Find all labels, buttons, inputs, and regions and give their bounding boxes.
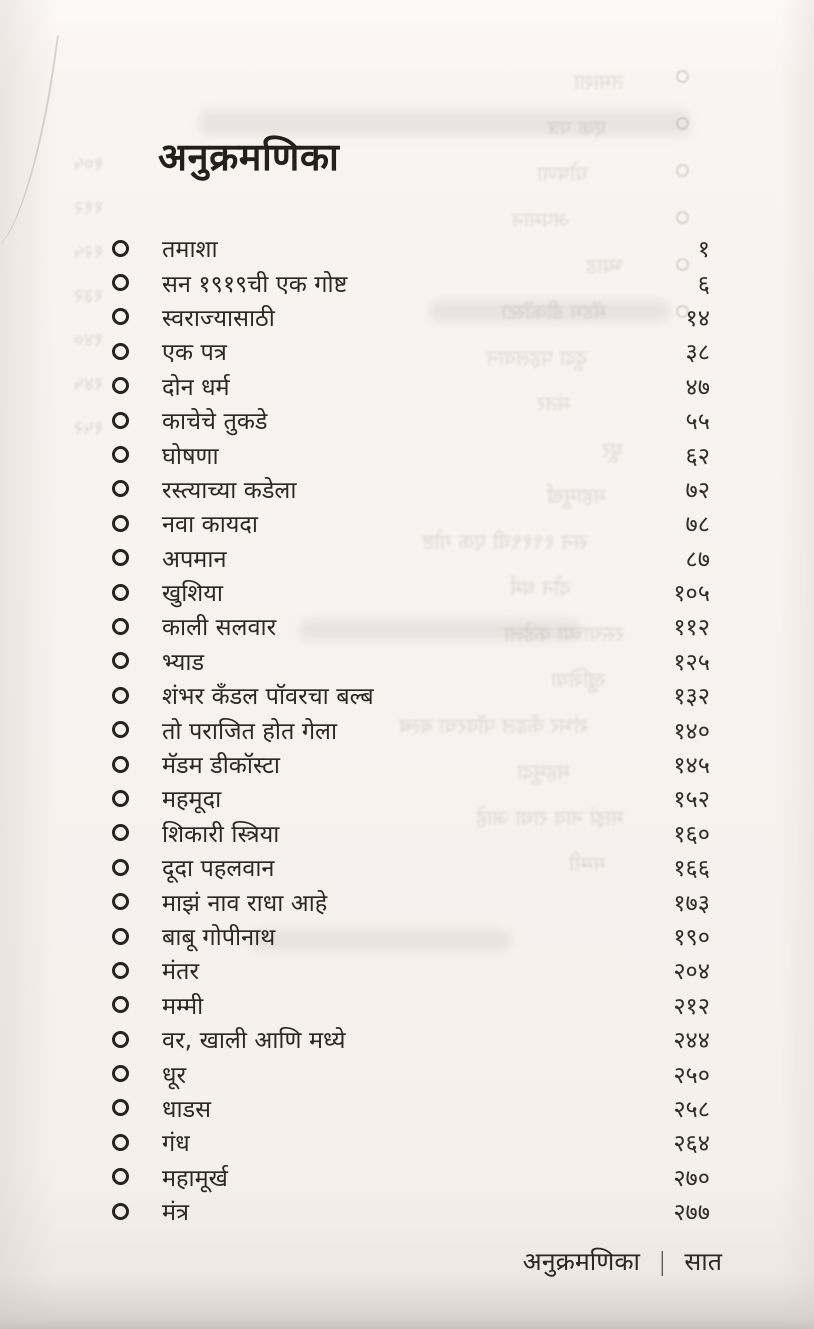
bullet-icon (112, 480, 129, 497)
toc-item-page: २०४ (673, 957, 710, 986)
page-title: अनुक्रमणिका (158, 135, 340, 179)
bullet-icon (112, 618, 129, 635)
toc-item-title: शंभर कँडल पॉवरचा बल्ब (162, 682, 374, 711)
bleedthrough-text: शंभर कँडल पॉवरचा बल्ब (398, 714, 588, 738)
toc-item-page: ६ (697, 269, 710, 298)
toc-item-page: १६० (673, 819, 710, 848)
toc-item-title: सन १९१९ची एक गोष्ट (162, 269, 348, 298)
toc-item-page: ६२ (685, 441, 710, 470)
bleedthrough-text: दूदा पहलवान (487, 346, 588, 370)
toc-item-page: ४७ (685, 372, 710, 401)
toc-row (112, 712, 710, 746)
toc-item-title: नवा कायदा (162, 510, 258, 539)
page-footer (523, 1244, 722, 1278)
toc-row (112, 953, 710, 987)
toc-row (112, 1022, 710, 1056)
page-left-shading (0, 0, 70, 1329)
bleedthrough-bullet (676, 164, 689, 177)
toc-item-title: तो पराजित होत गेला (162, 716, 338, 745)
toc-list (112, 231, 710, 1228)
toc-item-page: ७२ (685, 475, 710, 504)
bleedthrough-text: अपमान (512, 208, 570, 232)
toc-item-title: वर, खाली आणि मध्ये (162, 1026, 346, 1055)
toc-item-page: १४० (673, 716, 710, 745)
bleedthrough-text: खुशिया (551, 668, 606, 692)
bullet-icon (112, 584, 129, 601)
toc-item-title: मंतर (162, 957, 200, 986)
bleedthrough-bullet (676, 211, 689, 224)
toc-row (112, 850, 710, 884)
toc-row (112, 678, 710, 712)
bullet-icon (112, 549, 129, 566)
toc-item-title: धाडस (162, 1094, 211, 1123)
toc-row (112, 265, 710, 299)
toc-row (112, 644, 710, 678)
bleedthrough-text: मॅडम डीकॉस्टा (500, 300, 606, 324)
toc-row (112, 437, 710, 471)
toc-item-page: १ (697, 235, 710, 264)
toc-item-page: १५२ (673, 785, 710, 814)
bleedthrough-text: घोषणा (537, 162, 588, 186)
toc-item-page: ३८ (685, 338, 710, 367)
bleedthrough-text: महमूदा (517, 760, 570, 784)
bleedthrough-number: ११२ (74, 197, 104, 219)
bullet-icon (112, 515, 129, 532)
toc-item-page: १२५ (673, 647, 710, 676)
toc-item-title: स्वराज्यासाठी (162, 303, 275, 332)
toc-item-page: २४४ (673, 1026, 710, 1055)
toc-item-title: माझं नाव राधा आहे (162, 888, 328, 917)
toc-item-page: ५५ (685, 407, 710, 436)
toc-row (112, 541, 710, 575)
toc-item-page: ७८ (685, 510, 710, 539)
toc-item-page: १४ (685, 303, 710, 332)
bleedthrough-number: १४५ (74, 373, 104, 395)
bleedthrough-text: रस्त्याच्या कडेला (503, 622, 624, 646)
toc-row (112, 919, 710, 953)
toc-row (112, 506, 710, 540)
toc-row (112, 300, 710, 334)
toc-row (112, 575, 710, 609)
bullet-icon (112, 1134, 129, 1151)
toc-row (112, 988, 710, 1022)
toc-item-title: गंध (162, 1129, 190, 1158)
bleedthrough-text: दोन धर्म (509, 576, 570, 600)
bullet-icon (112, 1065, 129, 1082)
toc-item-title: धूर (162, 1060, 187, 1089)
toc-item-title: मॅडम डीकॉस्टा (162, 751, 281, 780)
bleedthrough-text: महामूर्ख (547, 484, 606, 508)
bleedthrough-number: १२५ (74, 241, 104, 263)
toc-row (112, 369, 710, 403)
toc-row (112, 747, 710, 781)
bleedthrough-number: १०५ (74, 153, 104, 175)
bullet-icon (112, 721, 129, 738)
toc-item-title: दोन धर्म (162, 372, 230, 401)
toc-item-page: ८७ (685, 544, 710, 573)
bleedthrough-number: १३२ (74, 285, 104, 307)
toc-row (112, 1125, 710, 1159)
bullet-icon (112, 652, 129, 669)
bullet-icon (112, 859, 129, 876)
toc-row (112, 403, 710, 437)
bleedthrough-bullet (676, 70, 689, 83)
bullet-icon (112, 1168, 129, 1185)
bullet-icon (112, 756, 129, 773)
page-right-shading (774, 0, 814, 1329)
toc-item-page: २५८ (673, 1094, 710, 1123)
bullet-icon (112, 446, 129, 463)
toc-row (112, 1056, 710, 1090)
toc-row (112, 781, 710, 815)
toc-item-title: महमूदा (162, 785, 222, 814)
bleedthrough-text: मम्मी (569, 852, 606, 876)
toc-row (112, 334, 710, 368)
bleedthrough-number: १५२ (74, 417, 104, 439)
bleedthrough-text: तमाशा (574, 70, 624, 94)
toc-item-title: भ्याड (162, 647, 205, 676)
bleedthrough-text: सन १९१९ची एक गोष्ट (422, 530, 588, 554)
bleedthrough-text: एक पत्र (548, 116, 606, 140)
toc-item-page: १०५ (673, 579, 710, 608)
bleedthrough-bullet (676, 117, 689, 130)
bleedthrough-text: मंतर (536, 392, 570, 416)
toc-item-page: ११२ (673, 613, 710, 642)
toc-row (112, 1091, 710, 1125)
toc-item-title: महामूर्ख (162, 1163, 228, 1192)
bullet-icon (112, 893, 129, 910)
bullet-icon (112, 996, 129, 1013)
toc-item-title: खुशिया (162, 579, 224, 608)
bullet-icon (112, 343, 129, 360)
toc-item-page: २७० (673, 1163, 710, 1192)
bullet-icon (112, 1031, 129, 1048)
bullet-icon (112, 412, 129, 429)
toc-row (112, 609, 710, 643)
footer-section-label: अनुक्रमणिका (522, 1247, 641, 1276)
toc-item-title: एक पत्र (162, 338, 227, 367)
page-curl-edge (0, 27, 59, 253)
bullet-icon (112, 240, 129, 257)
toc-row (112, 472, 710, 506)
toc-item-page: १४५ (673, 751, 710, 780)
toc-item-title: घोषणा (162, 441, 219, 470)
toc-row (112, 1194, 710, 1228)
bullet-icon (112, 928, 129, 945)
toc-item-page: २१२ (673, 991, 710, 1020)
bullet-icon (112, 962, 129, 979)
bleedthrough-number: १४० (74, 329, 104, 351)
toc-item-page: १३२ (673, 682, 710, 711)
toc-item-page: २६४ (673, 1129, 710, 1158)
toc-item-title: बाबू गोपीनाथ (162, 923, 276, 951)
toc-item-title: अपमान (162, 544, 227, 573)
toc-row (112, 1160, 710, 1194)
toc-item-title: काचेचे तुकडे (162, 407, 268, 436)
bullet-icon (112, 1203, 129, 1220)
toc-row (112, 231, 710, 265)
toc-item-title: रस्त्याच्या कडेला (162, 475, 297, 504)
bullet-icon (112, 308, 129, 325)
toc-row (112, 816, 710, 850)
toc-item-page: १७३ (673, 888, 710, 917)
bullet-icon (112, 1099, 129, 1116)
bullet-icon (112, 687, 129, 704)
bullet-icon (112, 377, 129, 394)
toc-row (112, 884, 710, 918)
bleedthrough-text: माझं नाव राधा आहे (476, 806, 624, 830)
toc-item-title: शिकारी स्त्रिया (162, 819, 280, 848)
toc-item-page: २५० (673, 1060, 710, 1089)
bleedthrough-text: धूर (602, 438, 624, 462)
footer-page-word: सात (684, 1247, 722, 1276)
toc-item-page: १९० (673, 923, 710, 951)
toc-item-title: काली सलवार (162, 613, 277, 642)
toc-item-page: १६६ (673, 854, 710, 883)
toc-item-title: तमाशा (162, 235, 218, 264)
toc-item-page: २७७ (673, 1198, 710, 1227)
footer-separator: | (657, 1247, 667, 1276)
toc-item-title: मम्मी (162, 991, 204, 1020)
bleedthrough-text: भ्याड (586, 254, 624, 278)
bullet-icon (112, 824, 129, 841)
bullet-icon (112, 274, 129, 291)
toc-item-title: दूदा पहलवान (162, 854, 275, 883)
toc-item-title: मंत्र (162, 1198, 190, 1227)
bullet-icon (112, 790, 129, 807)
